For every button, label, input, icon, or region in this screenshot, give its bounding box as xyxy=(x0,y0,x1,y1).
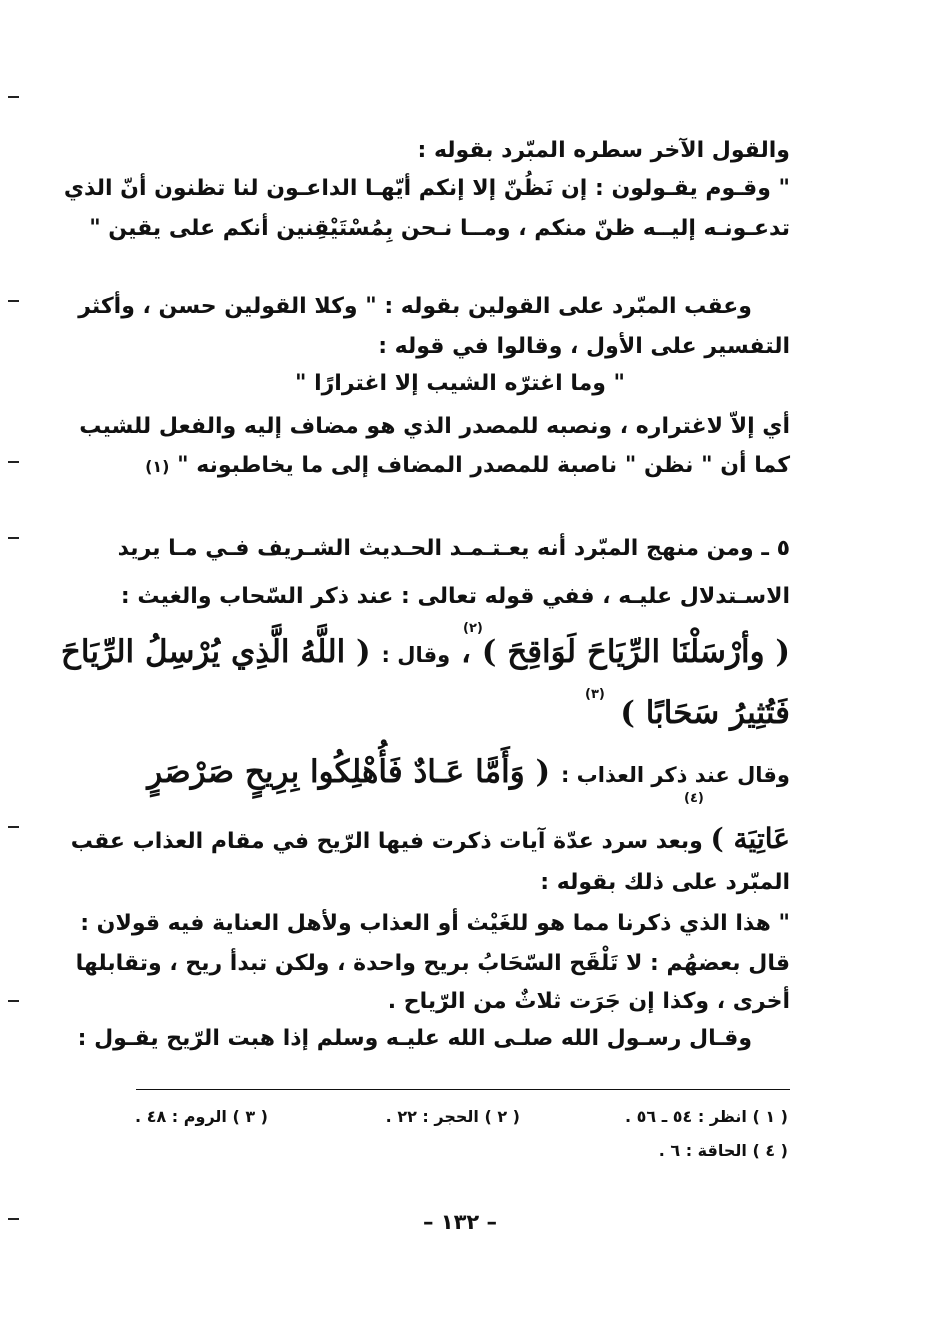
poetry-verse: " وما اغترّه الشيب إلا اغترارًا " xyxy=(294,371,626,396)
quran-verse: عَاتِيَة ) xyxy=(710,822,790,855)
text-line xyxy=(130,452,790,481)
footnote: ( ٤ ) الحاقة : ٦ . xyxy=(658,1141,788,1160)
quran-line xyxy=(60,632,790,675)
margin-mark xyxy=(8,96,19,98)
text-line: وعقب المبّرد على القولين بقوله : " وكلا القولين حسن ، وأكثر xyxy=(78,294,752,319)
quran-line: فَتُثِيرُ سَحَابًا ) xyxy=(620,695,790,731)
footnote-separator xyxy=(136,1089,790,1090)
text-line xyxy=(70,822,790,856)
text-span: وقال : xyxy=(381,643,451,667)
text-line: المبّرد على ذلك بقوله : xyxy=(540,870,790,895)
text-line: والقول الآخر سطره المبّرد بقوله : xyxy=(417,138,790,163)
footnote-ref: (٢) xyxy=(463,621,483,636)
footnote-ref: (٤) xyxy=(684,791,704,806)
text-line: أخرى ، وكذا إن جَرَت ثلاثٌ من الرّياح . xyxy=(387,989,790,1014)
quran-line xyxy=(130,752,790,795)
text-line: تدعـونـه إليــه ظنّ منكم ، ومــا نـحن بِمُسْتَيْقِنين أنكم على يقين " xyxy=(89,216,790,241)
footnote: ( ١ ) انظر : ٥٤ ـ ٥٦ . xyxy=(624,1107,788,1126)
page-number: – ١٣٢ – xyxy=(422,1210,498,1234)
text-line: التفسير على الأول ، وقالوا في قوله : xyxy=(378,334,790,359)
text-span: وقال عند ذكر العذاب : xyxy=(560,763,790,787)
margin-mark xyxy=(8,826,19,828)
text-span: وبعد سرد عدّة آيات ذكرت فيها الرّيح في مقام العذاب عقب xyxy=(70,829,703,854)
quran-verse: ( وَأَمَّا عَـادٌ فَأُهْلِكُوا بِرِيحٍ صَرْصَرٍ xyxy=(147,754,551,790)
footnote: ( ٣ ) الروم : ٤٨ . xyxy=(135,1107,268,1126)
margin-mark xyxy=(8,537,19,539)
text-line: ٥ ـ ومن منهج المبّرد أنه يعـتـمـد الحـديث الشـريف فـي مـا يريد xyxy=(117,536,790,561)
footnote: ( ٢ ) الحجر : ٢٢ . xyxy=(385,1107,520,1126)
quran-verse: ( اللَّهُ الَّذِي يُرْسِلُ الرِّيَاحَ xyxy=(60,634,371,670)
text-line: وقـال رسـول الله صلـى الله عليـه وسلم إذا هبت الرّيح يقـول : xyxy=(77,1026,752,1051)
margin-mark xyxy=(8,1000,19,1002)
text-line: " وقـوم يقـولون : إن نَظُنّ إلا إنكم أيّهـا الداعـون لنا تظنون أنّ الذي xyxy=(63,176,790,201)
margin-mark xyxy=(8,461,19,463)
footnote-ref: (٣) xyxy=(585,687,605,702)
margin-mark xyxy=(8,1218,19,1220)
margin-mark xyxy=(8,300,19,302)
text-line: أي إلاّ لاغتراره ، ونصبه للمصدر الذي هو مضاف إليه والفعل للشيب xyxy=(79,414,790,439)
text-span: كما أن " نظن " ناصبة للمصدر المضاف إلى ما يخاطبونه " xyxy=(177,453,790,478)
footnote-ref: (١) xyxy=(145,457,170,476)
text-line: الاسـتدلال عليـه ، ففي قوله تعالى : عند ذكر السّحاب والغيث : xyxy=(120,584,790,609)
text-line: " هذا الذي ذكرنا مما هو للغَيْث أو العذاب ولأهل العناية فيه قولان : xyxy=(80,911,790,936)
text-line: قال بعضهُم : لا تَلْقَح السّحَابُ بريح واحدة ، ولكن تبدأ ريح ، وتقابلها xyxy=(75,951,790,976)
quran-verse: ( وأرْسَلْنَا الرِّيَاحَ لَوَاقِحَ ) ، xyxy=(460,634,790,670)
